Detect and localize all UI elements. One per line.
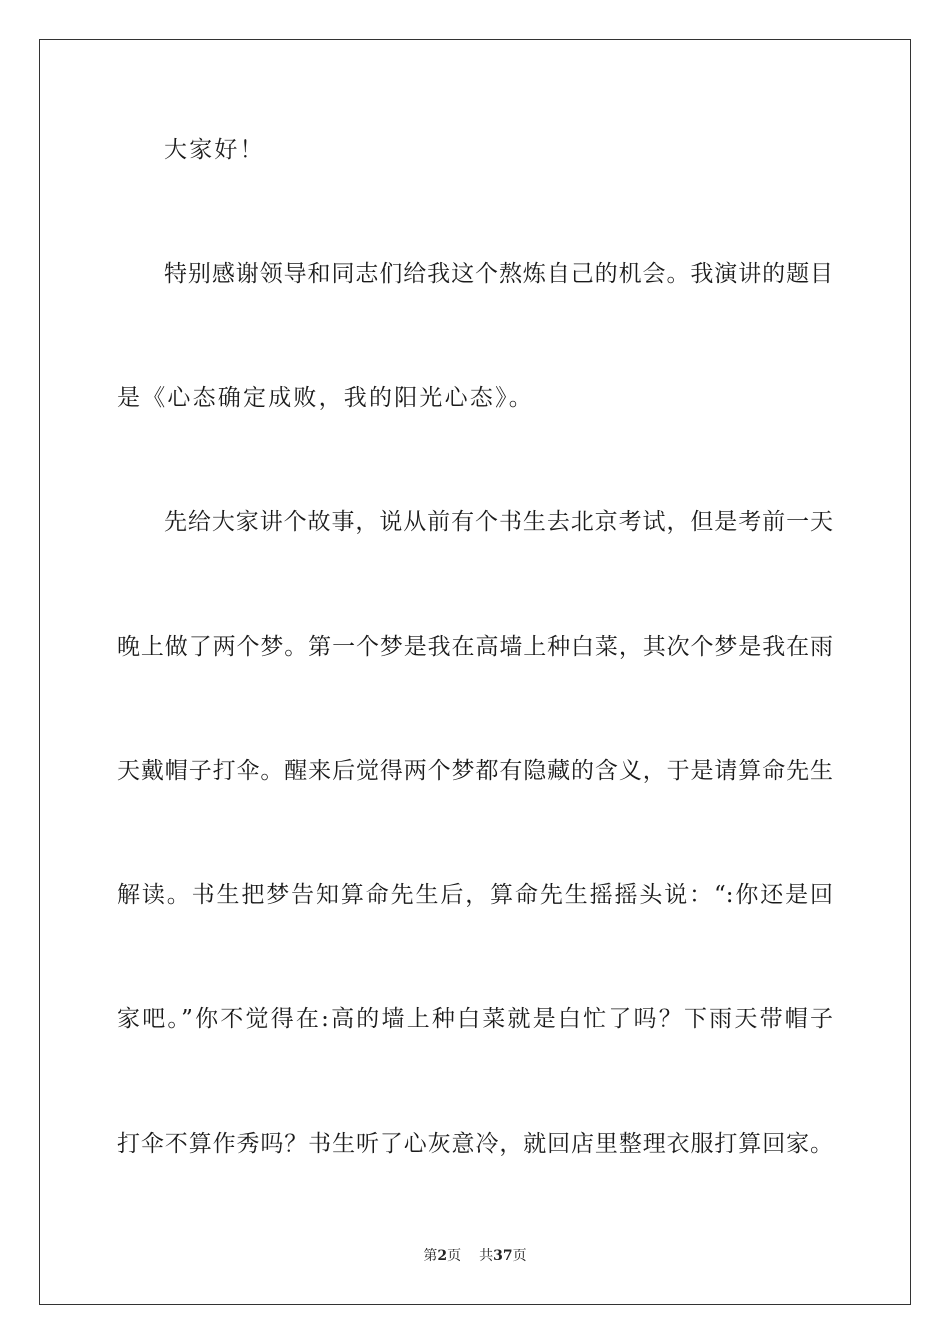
greeting-line: 大家好！ <box>164 137 265 163</box>
text-line-6: 解读。书生把梦告知算命先生后，算命先生摇摇头说：“:你还是回 <box>117 882 833 908</box>
text-line-8: 打伞不算作秀吗？书生听了心灰意冷，就回店里整理衣服打算回家。 <box>117 1131 833 1157</box>
page-border <box>39 39 911 1305</box>
text-line-1: 特别感谢领导和同志们给我这个熬炼自己的机会。我演讲的题目 <box>164 261 833 287</box>
footer-total-pages: 37 <box>493 1248 513 1264</box>
footer-page-prefix: 第 <box>423 1248 438 1264</box>
text-line-7: 家吧。”你不觉得在:高的墙上种白菜就是白忙了吗？下雨天带帽子 <box>117 1006 833 1032</box>
text-line-3: 先给大家讲个故事，说从前有个书生去北京考试，但是考前一天 <box>164 509 833 535</box>
footer-total-suffix: 页 <box>512 1248 527 1264</box>
page-footer <box>0 1247 950 1265</box>
footer-total-prefix: 共 <box>479 1248 494 1264</box>
text-line-5: 天戴帽子打伞。醒来后觉得两个梦都有隐藏的含义，于是请算命先生 <box>117 758 833 784</box>
text-line-2: 是《心态确定成败，我的阳光心态》。 <box>117 385 534 411</box>
footer-page-suffix: 页 <box>447 1248 462 1264</box>
text-line-4: 晚上做了两个梦。第一个梦是我在高墙上种白菜，其次个梦是我在雨 <box>117 634 833 660</box>
footer-page-number: 2 <box>437 1248 448 1264</box>
